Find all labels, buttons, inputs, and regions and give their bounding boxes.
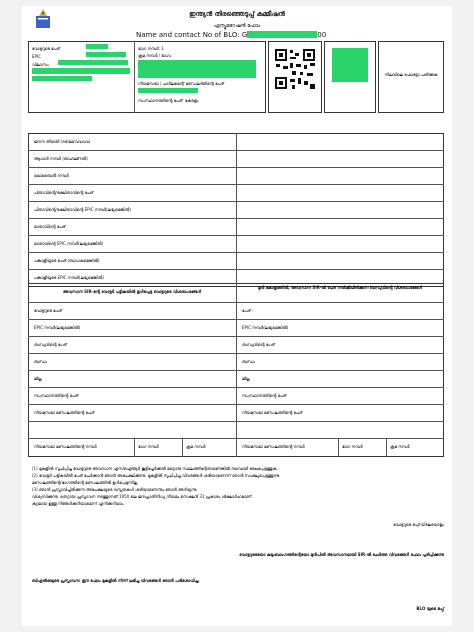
rel-name-label: പേര് : — [242, 308, 254, 313]
note-3: മണ്ഡലത്തിന്റെ/ഭാഗത്തിന്റെ മണ്ഡലത്തിൽ ഉൾപ്പെടുന്നില്ല — [32, 480, 138, 485]
right-serial-no-label: ക്രമ നമ്പർ — [390, 444, 410, 449]
prev-state-label: സംസ്ഥാനത്തിന്റെ പേര് — [34, 393, 79, 398]
left-constituency-no-label: നിയമസഭാ മണ്ഡലത്തിന്റെ നമ്പർ — [34, 444, 97, 449]
blo-prefix: Name and contact No of BLO: G — [136, 31, 248, 39]
rel-district-label: ജില്ല — [242, 376, 250, 381]
voter-name-label: വോട്ടറുടെ പേര് — [32, 46, 60, 51]
rel-state-label: സംസ്ഥാനത്തിന്റെ പേര് — [242, 393, 287, 398]
photo-label: നിലവിലെ ഫോട്ടോ പതിക്കുക — [384, 72, 438, 77]
state-label: സംസ്ഥാനത്തിന്റെ പേര്: കേരളം — [138, 98, 199, 103]
note-6: കുറ്റമായ ഉള്ള നിങ്ങൾക്കറിയാമെന്ന് എനിക്കറിയാം — [32, 501, 124, 506]
address-redaction-3 — [32, 76, 92, 81]
prev-assembly-label: നിയമസഭാ മണ്ഡലത്തിന്റെ പേര് — [34, 410, 95, 415]
rel-relation-label: ബന്ധം — [242, 359, 256, 364]
new-photo-box — [378, 41, 444, 113]
blo-redaction — [247, 31, 317, 38]
address-redaction-1 — [58, 60, 128, 65]
epic-redaction — [86, 52, 126, 57]
address-label: വിലാസം — [32, 62, 49, 67]
prev-relative-name-label: ബന്ധുവിന്റെ പേര് — [34, 342, 67, 347]
blo-contact — [136, 31, 326, 39]
blo-suffix: 00 — [317, 31, 327, 39]
signature-line: വോട്ടറുടെ ഒപ്പ്/വിരലടയാളം — [393, 522, 444, 527]
left-heading: അവസാന SIR-ന്റെ വോട്ടർ പട്ടികയിൽ ഉൾപ്പെട്ട വോട്ടറുടെ വിശദാംശങ്ങൾ — [62, 289, 202, 294]
prev-epic-label: EPIC നമ്പർ(ലഭ്യമെങ്കിൽ) — [34, 325, 81, 330]
eci-logo-icon — [32, 8, 54, 30]
qr-code-icon — [274, 48, 316, 90]
blo-signature-label: BLO യുടെ ഒപ്പ് — [416, 606, 444, 611]
form-subtitle: എന്യൂമറേഷൻ ഫോം — [213, 23, 261, 29]
assembly-label: നിയമസഭാ / പാർലമെന്റ് മണ്ഡലത്തിന്റെ പേര് — [138, 81, 224, 86]
left-serial-no-label: ക്രമ നമ്പർ — [186, 444, 206, 449]
father-epic-label: പിതാവിന്റെ/രക്ഷിതാവിന്റെ EPIC നമ്പർ(ലഭ്യമെങ്കിൽ) — [34, 207, 131, 212]
photo-redaction — [332, 48, 368, 82]
footer-line-1: വോട്ടറുടെയോ കുടുംബാംഗത്തിന്റെയോ മുൻപിൽ അവസാനമായി SIR-ൽ ചേർത്ത വിവരങ്ങൾ ഫോം പൂരിപ്പിക്കുന്നു — [239, 552, 444, 557]
right-constituency-no-label: നിയമസഭാ മണ്ഡലത്തിന്റെ നമ്പർ — [242, 444, 305, 449]
serial-label: ക്രമ നമ്പർ / ഭാഗം — [138, 53, 172, 58]
father-name-label: പിതാവിന്റെ/രക്ഷിതാവിന്റെ പേര് — [34, 190, 94, 195]
right-heading: മുൻ കോളത്തിൽ, അവസാന SIR-ൽ പേര് നൽകിയിരിക്കുന്ന ബന്ധുവിന്റെ വിശദാംശങ്ങൾ — [257, 285, 423, 290]
prev-district-label: ജില്ല — [34, 376, 42, 381]
spouse-epic-label: പങ്കാളിയുടെ EPIC നമ്പർ(ലഭ്യമെങ്കിൽ) — [34, 275, 104, 280]
assembly-redaction — [138, 88, 198, 93]
mobile-label: മൊബൈൽ നമ്പർ — [34, 173, 69, 178]
mother-epic-label: മാതാവിന്റെ EPIC നമ്പർ(ലഭ്യമെങ്കിൽ) — [34, 241, 104, 246]
prev-voter-name-label: വോട്ടറുടെ പേര് — [34, 308, 62, 313]
part-label: ഭാഗ നമ്പർ: 1 — [138, 46, 164, 51]
prev-relation-label: ബന്ധം — [34, 359, 48, 364]
note-5: വിശ്വസിക്കുന്നു. തെറ്റായ പ്രസ്താവന നടത്തുന്നത് 1950 ലെ ജനപ്രാതിനിധ്യ നിയമം സെക്ഷൻ 31 പ്രകാരം ശിക്ഷാർഹമാണ്. — [32, 494, 253, 499]
dob-label: ജനന തീയതി (ദദ/മമ/വവവവ) — [34, 139, 91, 144]
rel-relative-name-label: ബന്ധുവിന്റെ പേര് — [242, 342, 275, 347]
address-redaction-2 — [32, 68, 130, 74]
rel-assembly-label: നിയമസഭാ മണ്ഡലത്തിന്റെ പേര് — [242, 410, 303, 415]
epic-label: EPIC — [32, 54, 41, 59]
note-1: (1) മുകളിൽ സൂചിപ്പിച്ച വോട്ടറുടെ അവസാന എസ്ഐആർ കൂട്ടിച്ചേർക്കൽ മറ്റൊരു സ്ഥലത്തിന്റേതാണെങ്കിൽ ദയവായി രേഖപ്പെടുത്തുക. — [32, 466, 278, 471]
spouse-name-label: പങ്കാളിയുടെ പേര് (ബാധകമെങ്കിൽ) — [34, 258, 100, 263]
mother-name-label: മാതാവിന്റെ പേര് — [34, 224, 66, 229]
note-4: (3) ഞാൻ പ്രസ്താവിച്ചിരിക്കുന്ന അപേക്ഷയുടെ വസ്തുതകൾ ശരിയാണെന്നും ഞാൻ അറിയുന്നു. — [32, 487, 198, 492]
left-part-no-label: ഭാഗ നമ്പർ — [138, 444, 159, 449]
form-title: ഇന്ത്യൻ തിരഞ്ഞെടുപ്പ് കമ്മീഷൻ — [189, 10, 285, 18]
right-part-no-label: ഭാഗ നമ്പർ — [342, 444, 363, 449]
aadhaar-label: ആധാർ നമ്പർ (ഓപ്ഷണൽ) — [34, 156, 88, 161]
note-2: (2) വോട്ടർ പട്ടികയിൽ പേര് ചേർക്കാൻ ഞാൻ അപേക്ഷിക്കുന്നു. മുകളിൽ സൂചിപ്പിച്ച വിവരങ്ങൾ ശരിയാണെന്ന് ഞാൻ സാക്ഷ്യപ്പെടുത്തുന്നു. — [32, 473, 281, 478]
voter-name-redaction — [86, 44, 108, 49]
rel-epic-label: EPIC നമ്പർ(ലഭ്യമെങ്കിൽ) — [242, 325, 289, 330]
footer-line-2: ബിഎൽഒയുടെ പ്രസ്താവന: ഈ ഫോം മുകളിൽ നിന്ന് ലഭിച്ച വിവരങ്ങൾ ഞാൻ പരിശോധിച്ചു. — [32, 578, 200, 583]
serial-redaction — [138, 60, 256, 78]
enumeration-form — [22, 6, 452, 626]
